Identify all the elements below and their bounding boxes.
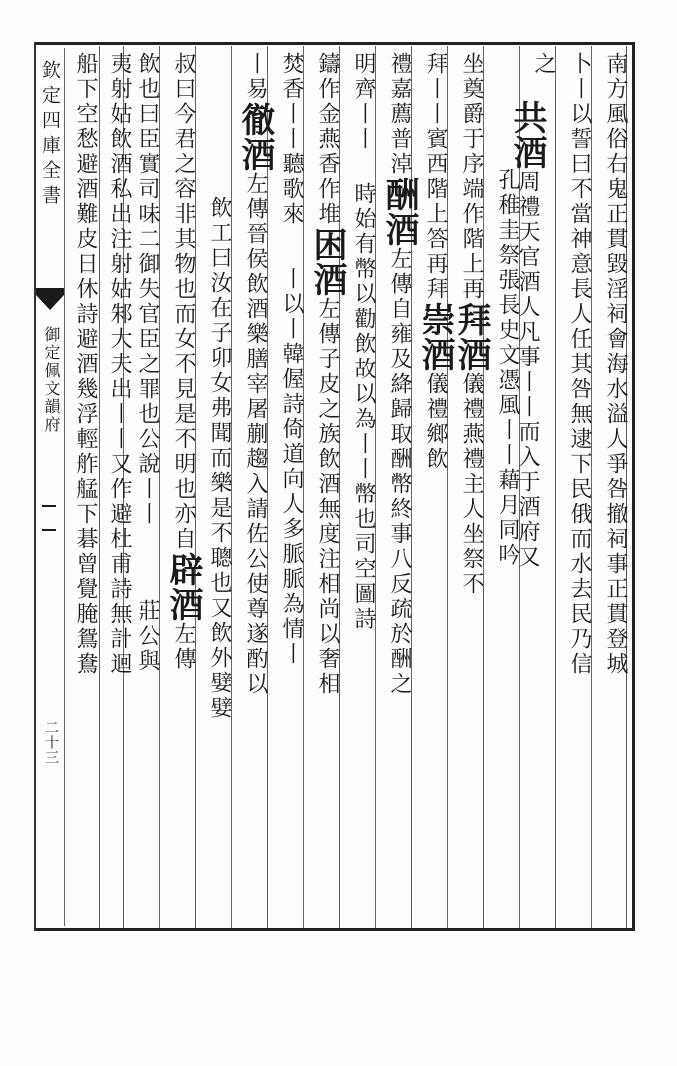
text-column: 孔稚圭祭張長史文憑風丨丨藉月同吟	[495, 168, 520, 568]
entry-heading: 辟酒	[163, 552, 203, 622]
fishtail-mark-icon	[36, 288, 64, 314]
frame-right-border	[632, 42, 635, 931]
entry-heading: 酬酒	[379, 177, 419, 247]
text-column: 叔曰今君之容非其物也而女不見是不明也亦自辟酒左傳	[163, 52, 203, 672]
frame-bottom-border	[34, 928, 634, 931]
text-column: 船下空愁避酒難皮日休詩避酒幾浮輕舴艋下碁曾覺腌鴛鴦	[73, 52, 98, 677]
spine-title: 欽定四庫全書	[39, 60, 61, 210]
entry-heading: 崇酒	[415, 302, 455, 372]
text-column: 夷射姑飲酒私出注射姑邾大夫出丨丨又作避杜甫詩無計迴	[107, 52, 132, 677]
entry-heading: 共酒	[507, 100, 547, 170]
text-column: 南方風俗右鬼正貫毀淫祠會海水溢人爭咎撤祠事正貫登城	[603, 52, 628, 677]
spine-divider-icon	[40, 500, 58, 556]
text-column: 飲也曰臣實司味二御失官臣之罪也公說丨丨莊公與	[135, 52, 160, 674]
text-column: 拜丨丨賓西階上答再拜崇酒儀禮鄉飲	[415, 52, 455, 472]
entry-heading: 徹酒	[235, 102, 275, 172]
entry-heading: 拜酒	[451, 302, 491, 372]
text-column: 飲工曰汝在子卯女弗聞而樂是不聰也又飲外嬖嬖	[207, 196, 232, 721]
text-column: 之	[531, 52, 556, 77]
text-column: 鑄作金燕香作堆困酒左傳子皮之族飲酒無度注相尚以奢相	[307, 52, 347, 697]
spine-subtitle: 御定佩文韻府	[42, 326, 61, 434]
frame-top-border	[34, 42, 634, 45]
text-column: 坐奠爵于序端作階上再拜酒儀禮燕禮主人坐祭不	[451, 52, 491, 597]
text-column: 禮嘉薦普淖酬酒左傳自雍及絳歸取酬幣終事八反疏於酬之	[379, 52, 419, 697]
text-column: 共酒周禮天官酒人凡事丨丨而入于酒府又	[507, 100, 547, 570]
folio-number: 二十三	[43, 720, 59, 765]
text-column: 卜丨以誓曰不當神意長人任其咎無逮下民俄而水去民乃信	[567, 52, 592, 677]
text-column: 丨易徹酒左傳晉侯飲酒樂膳宰屠蒯趨入請佐公使尊遂酌以	[235, 52, 275, 697]
text-column: 明齊丨丨時始有幣以勸飲故以為丨丨幣也司空圖詩	[351, 52, 376, 632]
entry-heading: 困酒	[307, 227, 347, 297]
text-column: 焚香丨丨聽歌來丨以丨韓偓詩倚道向人多脈脈為情丨	[279, 52, 304, 667]
